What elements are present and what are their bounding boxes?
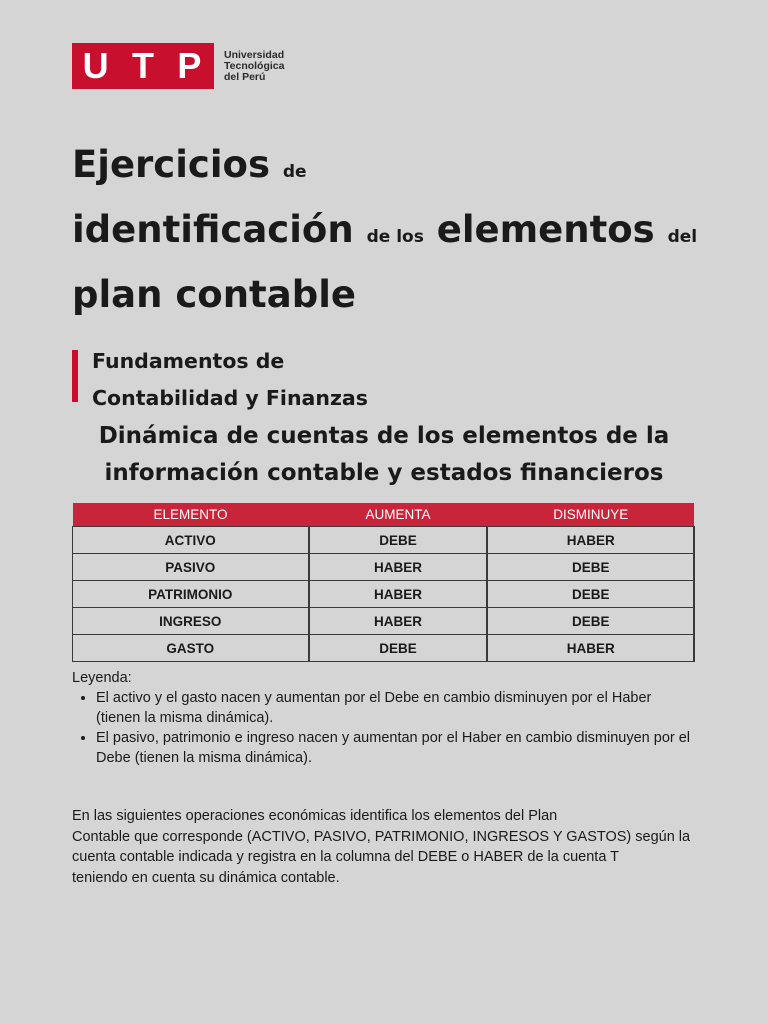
instructions-line: En las siguientes operaciones económicas identifica los elementos del Plan [72, 808, 558, 824]
table-cell: DEBE [309, 635, 488, 662]
table-cell: DEBE [487, 554, 694, 581]
legend-item: • El activo y el gasto nacen y aumentan por el Debe en cambio disminuyen por el Haber (tienen la misma dinámica). [96, 688, 697, 728]
course-subject [92, 343, 368, 417]
table-cell: DEBE [487, 581, 694, 608]
logo-line: Universidad [224, 48, 285, 61]
table-cell: GASTO [73, 635, 309, 662]
logo-letter: P [177, 45, 204, 86]
legend [72, 668, 697, 768]
logo-letter: U [82, 45, 111, 86]
table-cell: DEBE [487, 608, 694, 635]
heading-line: información contable y estados financieros [104, 460, 664, 486]
table-cell: PASIVO [73, 554, 309, 581]
utp-logo [72, 43, 284, 89]
logo-wordmark [224, 50, 284, 83]
table-header-row [73, 503, 695, 527]
legend-item: • El pasivo, patrimonio e ingreso nacen y aumentan por el Haber en cambio disminuyen por el Debe (tienen la misma dinámica). [96, 728, 697, 768]
heading-line: Dinámica de cuentas de los elementos de la [98, 423, 670, 449]
legend-title: Leyenda: [72, 670, 132, 686]
table-row [73, 554, 695, 581]
table-row [73, 635, 695, 662]
table-cell: INGRESO [73, 608, 309, 635]
table-cell: HABER [309, 608, 488, 635]
title-connector: de [282, 162, 307, 182]
logo-letter: T [131, 45, 156, 86]
logo-line: del Perú [224, 70, 266, 83]
table-cell: ACTIVO [73, 527, 309, 554]
title-connector: de los [366, 227, 424, 247]
column-header-elemento: ELEMENTO [73, 503, 309, 527]
table-cell: HABER [309, 581, 488, 608]
table-row [73, 527, 695, 554]
logo-line: Tecnológica [224, 59, 285, 72]
table-cell: HABER [487, 635, 694, 662]
section-heading [72, 418, 696, 492]
instructions-line: Contable que corresponde (ACTIVO, PASIVO, PATRIMONIO, INGRESOS Y GASTOS) según la [72, 828, 691, 845]
instructions-paragraph [72, 806, 702, 888]
title-word: identificación [72, 208, 354, 251]
title-word: elementos [436, 208, 655, 251]
title-word: plan contable [72, 273, 356, 316]
subject-line: Fundamentos de [92, 349, 285, 373]
instructions-line: cuenta contable indicada y registra en la columna del DEBE o HABER de la cuenta T [72, 849, 620, 865]
column-header-disminuye: DISMINUYE [487, 503, 694, 527]
column-header-aumenta: AUMENTA [309, 503, 488, 527]
subject-accent-bar [72, 350, 78, 402]
table-row [73, 581, 695, 608]
table-cell: DEBE [309, 527, 488, 554]
subject-line: Contabilidad y Finanzas [92, 386, 368, 410]
legend-list [72, 688, 697, 768]
title-word: Ejercicios [72, 143, 270, 186]
page-title [72, 136, 712, 323]
table-row [73, 608, 695, 635]
instructions-line: teniendo en cuenta su dinámica contable. [72, 869, 340, 886]
title-connector: del [667, 227, 698, 247]
logo-mark [72, 43, 214, 89]
table-cell: HABER [487, 527, 694, 554]
accounts-dynamics-table [72, 503, 695, 662]
table-cell: PATRIMONIO [73, 581, 309, 608]
table-cell: HABER [309, 554, 488, 581]
